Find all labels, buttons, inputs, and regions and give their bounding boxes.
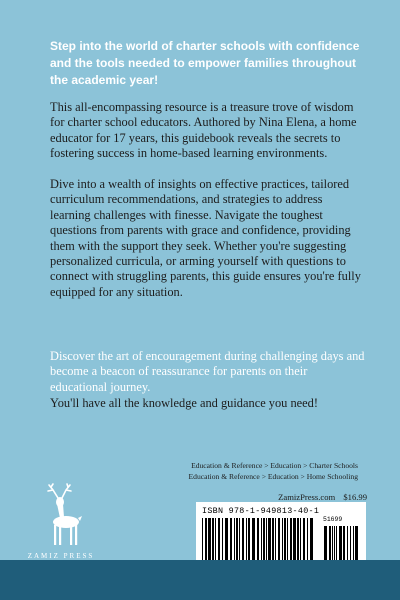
addon-barcode-bars	[324, 526, 358, 564]
description-paragraph-3: Discover the art of encouragement during challenging days and become a beacon of reassurance for parents on their educational journey.	[50, 349, 365, 394]
publisher-website: ZamizPress.com	[278, 492, 336, 502]
publisher-name: ZAMIZ PRESS	[27, 552, 95, 560]
deer-icon	[36, 482, 86, 548]
price-line	[278, 492, 367, 502]
category-list	[189, 461, 358, 482]
price-addon-code: 51699	[323, 516, 343, 523]
description-paragraph-2: Dive into a wealth of insights on effective practices, tailored curriculum recommendations, and strategies to address learning challenges with finesse. Navigate the toughest questions from parents with grace and confidence, providing them with the support they seek. Whether you're suggesting personalized curricula, or arming yourself with questions to connect with struggling parents, this guide ensures you're fully equipped for any situation.	[50, 177, 361, 299]
description-paragraph-1: This all-encompassing resource is a treasure trove of wisdom for charter school educators. Authored by Nina Elena, a home educator for 17 years, this guidebook reveals the secrets to fostering success in home-based learning environments.	[50, 100, 357, 161]
lead-text: Step into the world of charter schools with confidence and the tools needed to empower families throughout the academic year!	[50, 39, 360, 87]
publisher-logo	[26, 482, 96, 566]
closing-line: You'll have all the knowledge and guidance you need!	[50, 396, 318, 410]
barcode-bars	[202, 518, 314, 562]
bottom-band	[0, 560, 400, 600]
category-line: Education & Reference > Education > Charter Schools	[191, 461, 358, 470]
category-line: Education & Reference > Education > Home Schooling	[188, 471, 358, 481]
isbn-label: ISBN 978-1-949813-40-1	[202, 506, 320, 516]
price: $16.99	[343, 492, 367, 502]
